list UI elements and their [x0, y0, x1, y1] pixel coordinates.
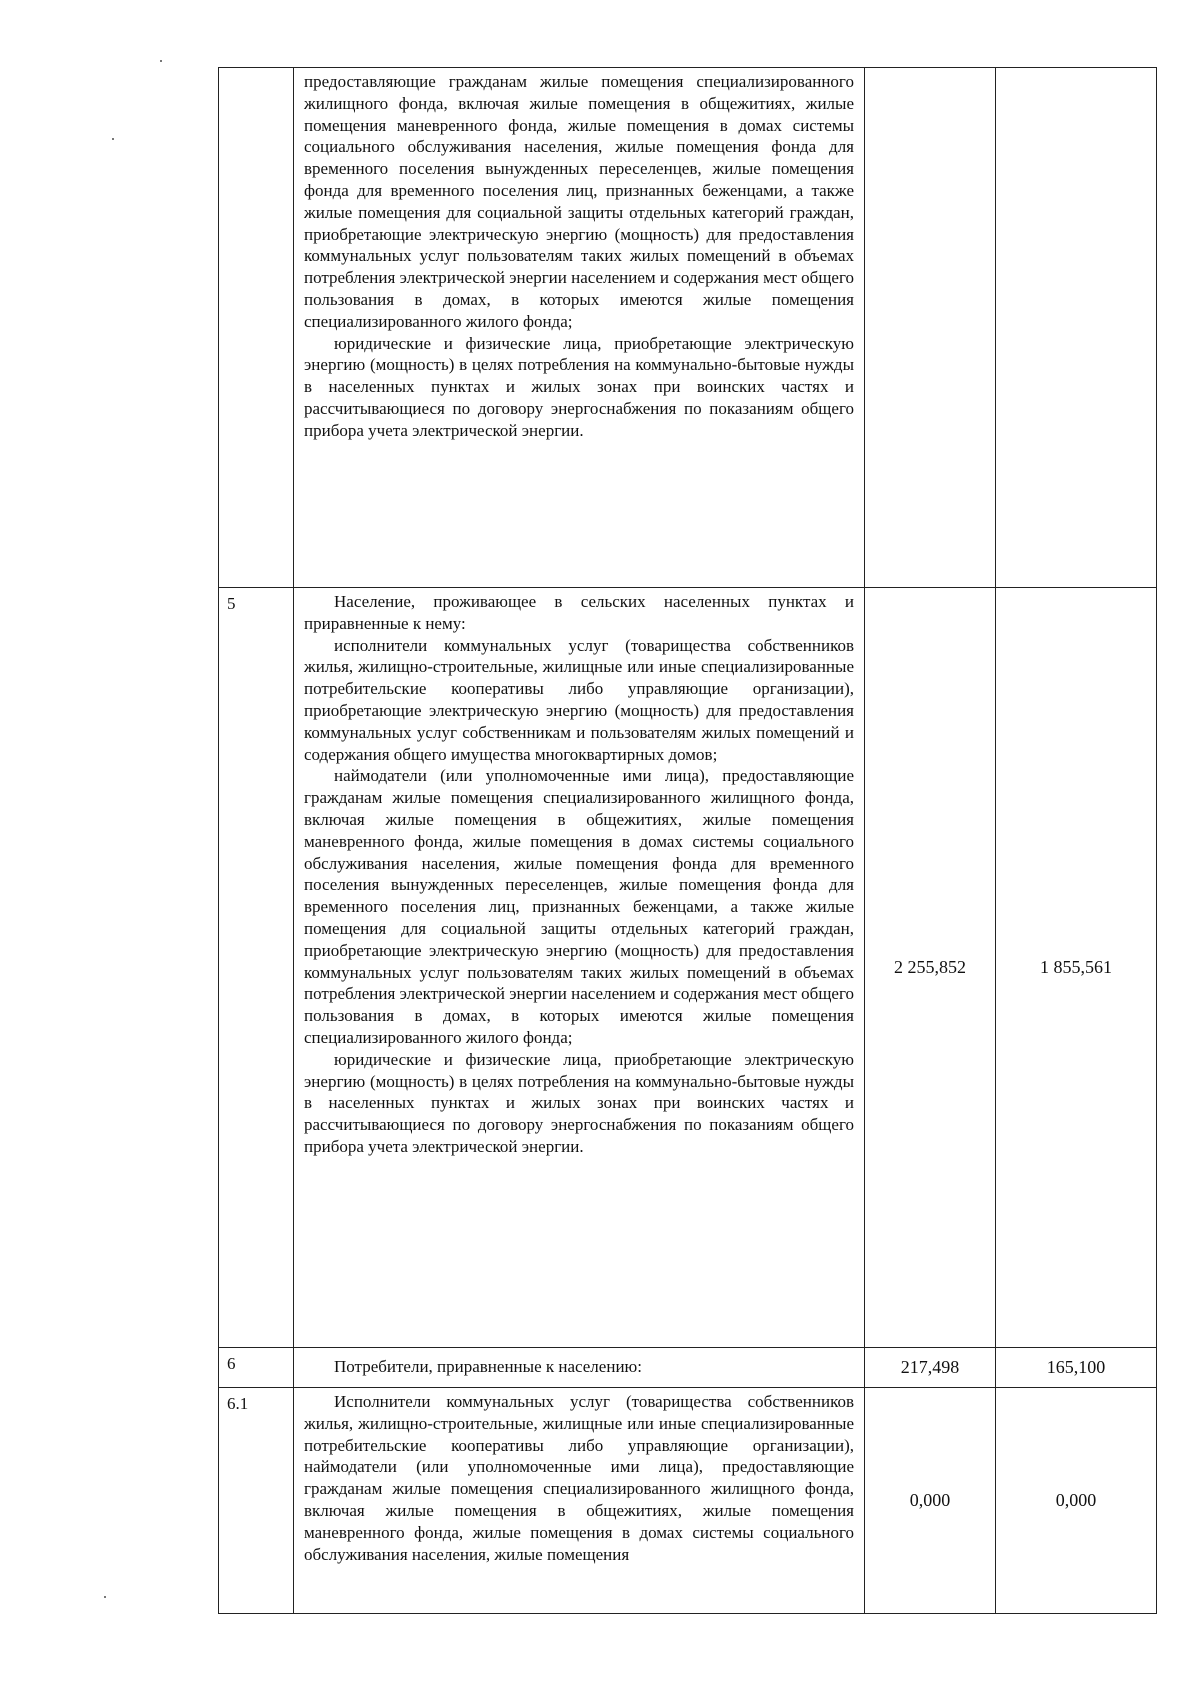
- paragraph: Исполнители коммунальных услуг (товарищества собственников жилья, жилищно-строительные, жилищные или иные специализированные потребительские кооперативы либо управляющие организации), наймодатели (или уполномоченные ими лица), предоставляющие гражданам жилые помещения специализированного жилищного фонда, включая жилые помещения в общежитиях, жилые помещения маневренного фонда, жилые помещения в домах системы социального обслуживания населения, жилые помещения: [304, 1392, 854, 1564]
- row-description: [294, 588, 865, 1348]
- value-cell-1: 0,000: [865, 1388, 996, 1614]
- row-number: 5: [219, 588, 294, 1348]
- paragraph: юридические и физические лица, приобретающие электрическую энергию (мощность) в целях потребления на коммунально-бытовые нужды в населенных пунктах и жилых зонах при воинских частях и рассчитывающиеся по договору энергоснабжения по показаниям общего прибора учета электрической энергии.: [304, 1049, 854, 1156]
- row-number: 6.1: [219, 1388, 294, 1614]
- paragraph: Население, проживающее в сельских населенных пунктах и приравненные к нему:: [304, 592, 854, 633]
- row-number: [219, 68, 294, 588]
- paragraph: наймодатели (или уполномоченные ими лица), предоставляющие гражданам жилые помещения специализированного жилищного фонда, включая жилые помещения в общежитиях, жилые помещения маневренного фонда, жилые помещения в домах системы социального обслуживания населения, жилые помещения фонда для временного поселения вынужденных переселенцев, жилые помещения фонда для временного поселения лиц, признанных беженцами, а также жилые помещения для социальной защиты отдельных категорий граждан, приобретающие электрическую энергию (мощность) для предоставления коммунальных услуг пользователям таких жилых помещений в объемах потребления электрической энергии населением и содержания мест общего пользования в домах, в которых имеются жилые помещения специализированного жилого фонда;: [304, 766, 854, 1047]
- table-row: [219, 68, 1157, 588]
- value-cell-1: [865, 68, 996, 588]
- paragraph: предоставляющие гражданам жилые помещения специализированного жилищного фонда, включая жилые помещения в общежитиях, жилые помещения маневренного фонда, жилые помещения в домах системы социального обслуживания населения, жилые помещения фонда для временного поселения вынужденных переселенцев, жилые помещения фонда для временного поселения лиц, признанных беженцами, а также жилые помещения для социальной защиты отдельных категорий граждан, приобретающие электрическую энергию (мощность) для предоставления коммунальных услуг пользователям таких жилых помещений в объемах потребления электрической энергии населением и содержания мест общего пользования в домах, в которых имеются жилые помещения специализированного жилого фонда;: [304, 72, 854, 331]
- paragraph: Потребители, приравненные к населению:: [334, 1357, 642, 1376]
- value-cell-2: 1 855,561: [996, 588, 1157, 1348]
- paragraph: юридические и физические лица, приобретающие электрическую энергию (мощность) в целях потребления на коммунально-бытовые нужды в населенных пунктах и жилых зонах при воинских частях и рассчитывающиеся по договору энергоснабжения по показаниям общего прибора учета электрической энергии.: [304, 333, 854, 440]
- scan-speck: [104, 1596, 106, 1598]
- tariff-table: [218, 67, 1157, 1614]
- value-cell-2: [996, 68, 1157, 588]
- table-row: [219, 1348, 1157, 1388]
- value-cell-2: 165,100: [996, 1348, 1157, 1388]
- paragraph: исполнители коммунальных услуг (товарищества собственников жилья, жилищно-строительные, жилищные или иные специализированные потребительские кооперативы либо управляющие организации), приобретающие электрическую энергию (мощность) для предоставления коммунальных услуг собственникам и пользователям жилых помещений и содержания общего имущества многоквартирных домов;: [304, 635, 854, 764]
- row-description: [294, 1388, 865, 1614]
- scan-speck: [160, 60, 162, 62]
- scan-speck: [112, 138, 114, 140]
- table-row: [219, 588, 1157, 1348]
- value-cell-1: 2 255,852: [865, 588, 996, 1348]
- table-row: [219, 1388, 1157, 1614]
- row-description: [294, 68, 865, 588]
- value-cell-2: 0,000: [996, 1388, 1157, 1614]
- row-number: 6: [219, 1348, 294, 1388]
- row-description: [294, 1348, 865, 1388]
- value-cell-1: 217,498: [865, 1348, 996, 1388]
